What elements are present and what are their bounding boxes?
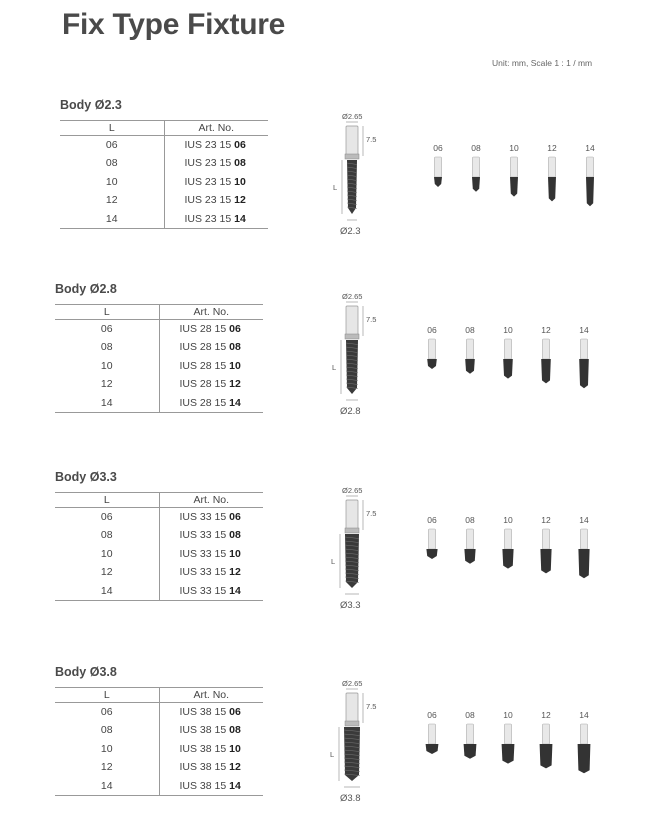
fixture-abutment <box>467 724 474 744</box>
art-no-cell <box>159 357 263 376</box>
fixture-image <box>426 724 439 754</box>
fixture-body <box>586 177 594 206</box>
length-cell: 08 <box>55 721 159 740</box>
art-no-cell <box>159 777 263 796</box>
art-no-suffix: 06 <box>229 511 241 523</box>
fixture-abutment <box>429 529 436 549</box>
fixture-image <box>578 529 589 578</box>
dimension-diagram <box>322 290 402 425</box>
fixture-image <box>540 724 553 768</box>
fixture-body <box>540 744 553 768</box>
column-header-art-no: Art. No. <box>164 121 268 136</box>
length-dim-label: L <box>330 750 335 759</box>
bottom-diameter-label: Ø3.8 <box>340 793 361 804</box>
top-diameter-label: Ø2.65 <box>342 112 363 121</box>
fixture-length-label: 14 <box>585 143 595 153</box>
body-title: Body Ø3.3 <box>55 470 117 484</box>
abutment-shape <box>346 693 358 723</box>
fixture-length-label: 12 <box>541 515 551 525</box>
table-header-row <box>55 493 263 508</box>
fixture-length-label: 08 <box>465 325 475 335</box>
collar-shape <box>345 154 359 159</box>
fixture-body <box>548 177 556 201</box>
fixture-abutment <box>505 529 512 549</box>
fixture-abutment <box>581 529 588 549</box>
art-no-suffix: 12 <box>229 566 241 579</box>
fixture-image <box>579 339 589 388</box>
art-no-suffix: 12 <box>229 761 241 774</box>
art-no-prefix: IUS 28 15 <box>179 341 230 354</box>
fixture-abutment <box>467 339 474 359</box>
fixture-body <box>503 359 513 379</box>
fixture-length-label: 14 <box>579 325 589 335</box>
art-no-cell <box>159 545 263 564</box>
art-no-suffix: 10 <box>229 742 241 755</box>
collar-shape <box>345 528 359 533</box>
fixture-abutment <box>473 157 480 177</box>
abutment-shape <box>346 126 358 156</box>
length-cell: 10 <box>55 740 159 759</box>
fixture-image <box>548 157 556 201</box>
art-no-suffix: 08 <box>234 157 246 170</box>
fixture-length-label: 06 <box>427 710 437 720</box>
art-no-prefix: IUS 33 15 <box>179 547 230 560</box>
dimension-diagram <box>322 677 402 812</box>
art-no-suffix: 08 <box>229 341 241 354</box>
fixture-image <box>427 339 437 369</box>
table-row <box>55 375 263 394</box>
body-title: Body Ø2.3 <box>60 98 122 112</box>
column-header-art-no: Art. No. <box>159 688 263 703</box>
art-no-cell <box>164 191 268 210</box>
bottom-diameter-label: Ø3.3 <box>340 600 361 611</box>
fixture-length-label: 06 <box>433 143 443 153</box>
art-no-suffix: 06 <box>234 139 246 151</box>
column-header-length: L <box>60 121 164 136</box>
art-no-cell <box>159 508 263 527</box>
fixture-image <box>540 529 551 573</box>
unit-note: Unit: mm, Scale 1 : 1 / mm <box>492 58 593 68</box>
fixture-length-label: 08 <box>465 710 475 720</box>
column-header-art-no: Art. No. <box>159 493 263 508</box>
length-cell: 14 <box>55 394 159 413</box>
fixture-abutment <box>549 157 556 177</box>
art-no-prefix: IUS 38 15 <box>179 742 230 755</box>
body-title: Body Ø2.8 <box>55 282 117 296</box>
fixture-abutment <box>429 724 436 744</box>
top-diameter-label: Ø2.65 <box>342 486 363 495</box>
fixture-body <box>510 177 518 197</box>
length-cell: 12 <box>60 191 164 210</box>
length-cell: 14 <box>55 777 159 796</box>
table-row <box>60 136 268 155</box>
collar-shape <box>345 721 359 726</box>
fixture-abutment <box>543 339 550 359</box>
art-no-prefix: IUS 23 15 <box>184 194 235 207</box>
fixture-image <box>464 724 477 759</box>
fixture-body <box>578 549 589 578</box>
body-title: Body Ø3.8 <box>55 665 117 679</box>
table-row <box>60 154 268 173</box>
height-dim-label: 7.5 <box>366 509 377 518</box>
abutment-shape <box>346 306 358 336</box>
fixture-abutment <box>511 157 518 177</box>
art-no-cell <box>164 173 268 192</box>
fixture-length-label: 06 <box>427 325 437 335</box>
length-dim-label: L <box>331 557 336 566</box>
length-cell: 06 <box>55 703 159 722</box>
art-no-cell <box>159 582 263 601</box>
fixture-image <box>510 157 518 197</box>
table-header-row <box>55 305 263 320</box>
bottom-diameter-label: Ø2.8 <box>340 406 361 417</box>
column-header-length: L <box>55 305 159 320</box>
table-row <box>55 777 263 796</box>
fixture-body <box>502 549 513 569</box>
art-no-suffix: 06 <box>229 706 241 718</box>
art-no-prefix: IUS 23 15 <box>184 157 235 170</box>
dimension-diagram <box>322 110 402 245</box>
art-no-prefix: IUS 38 15 <box>179 779 230 792</box>
table-row <box>55 740 263 759</box>
fixture-abutment <box>587 157 594 177</box>
art-no-suffix: 14 <box>229 779 241 792</box>
art-no-cell <box>159 338 263 357</box>
fixture-body <box>541 359 551 383</box>
fixture-abutment <box>429 339 436 359</box>
column-header-length: L <box>55 688 159 703</box>
table-row <box>55 526 263 545</box>
column-header-length: L <box>55 493 159 508</box>
article-table <box>55 687 263 796</box>
fixture-lineup <box>418 142 628 252</box>
body-section <box>0 470 658 660</box>
fixture-body <box>434 177 442 187</box>
fixture-image <box>503 339 513 379</box>
bottom-diameter-label: Ø2.3 <box>340 226 361 237</box>
table-row <box>55 357 263 376</box>
length-cell: 10 <box>55 545 159 564</box>
art-no-cell <box>164 136 268 155</box>
art-no-cell <box>159 758 263 777</box>
length-cell: 06 <box>55 508 159 527</box>
fixture-length-label: 10 <box>509 143 519 153</box>
fixture-length-label: 10 <box>503 515 513 525</box>
fixture-body <box>427 359 437 369</box>
fixture-abutment <box>581 724 588 744</box>
fixture-length-label: 14 <box>579 515 589 525</box>
fixture-image <box>502 529 513 569</box>
fixture-length-label: 06 <box>427 515 437 525</box>
fixture-length-label: 12 <box>547 143 557 153</box>
height-dim-label: 7.5 <box>366 702 377 711</box>
art-no-prefix: IUS 33 15 <box>179 529 230 542</box>
table-row <box>55 545 263 564</box>
body-section <box>0 98 658 288</box>
art-no-prefix: IUS 28 15 <box>179 323 230 335</box>
length-cell: 12 <box>55 758 159 777</box>
fixture-length-label: 10 <box>503 710 513 720</box>
fixture-image <box>586 157 594 206</box>
art-no-cell <box>159 721 263 740</box>
table-row <box>55 721 263 740</box>
art-no-suffix: 12 <box>234 194 246 207</box>
fixture-body <box>465 359 475 374</box>
art-no-cell <box>164 154 268 173</box>
fixture-body <box>464 549 475 564</box>
fixture-lineup <box>412 324 622 434</box>
length-cell: 08 <box>55 526 159 545</box>
fixture-length-label: 12 <box>541 325 551 335</box>
fixture-body <box>578 744 591 773</box>
art-no-cell <box>159 394 263 413</box>
table-header-row <box>60 121 268 136</box>
length-dim-label: L <box>333 183 338 192</box>
fixture-abutment <box>543 529 550 549</box>
art-no-suffix: 08 <box>229 724 241 737</box>
art-no-suffix: 06 <box>229 323 241 335</box>
table-row <box>55 320 263 339</box>
table-row <box>55 394 263 413</box>
length-dim-label: L <box>332 363 337 372</box>
fixture-abutment <box>505 339 512 359</box>
top-diameter-label: Ø2.65 <box>342 292 363 301</box>
art-no-prefix: IUS 28 15 <box>179 396 230 409</box>
fixture-lineup <box>412 709 622 816</box>
fixture-image <box>464 529 475 564</box>
fixture-body <box>579 359 589 388</box>
art-no-suffix: 10 <box>229 359 241 372</box>
top-diameter-label: Ø2.65 <box>342 679 363 688</box>
art-no-cell <box>159 703 263 722</box>
art-no-prefix: IUS 38 15 <box>179 724 230 737</box>
fixture-abutment <box>505 724 512 744</box>
fixture-length-label: 14 <box>579 710 589 720</box>
length-cell: 10 <box>60 173 164 192</box>
fixture-abutment <box>435 157 442 177</box>
fixture-length-label: 08 <box>465 515 475 525</box>
dimension-diagram <box>322 484 402 619</box>
fixture-image <box>578 724 591 773</box>
body-section <box>0 665 658 816</box>
fixture-length-label: 08 <box>471 143 481 153</box>
table-row <box>55 563 263 582</box>
fixture-image <box>465 339 475 374</box>
length-cell: 06 <box>55 320 159 339</box>
art-no-prefix: IUS 33 15 <box>179 511 230 523</box>
fixture-image <box>434 157 442 187</box>
fixture-body <box>426 744 439 754</box>
fixture-image <box>502 724 515 764</box>
table-row <box>60 210 268 229</box>
length-cell: 12 <box>55 375 159 394</box>
table-row <box>55 582 263 601</box>
body-section <box>0 282 658 472</box>
art-no-cell <box>164 210 268 229</box>
fixture-length-label: 12 <box>541 710 551 720</box>
length-cell: 12 <box>55 563 159 582</box>
table-row <box>55 508 263 527</box>
table-row <box>55 758 263 777</box>
art-no-suffix: 14 <box>229 584 241 597</box>
art-no-cell <box>159 375 263 394</box>
art-no-prefix: IUS 23 15 <box>184 139 235 151</box>
table-row <box>60 173 268 192</box>
art-no-suffix: 14 <box>229 396 241 409</box>
length-cell: 08 <box>55 338 159 357</box>
fixture-body <box>472 177 480 192</box>
art-no-suffix: 10 <box>234 175 246 188</box>
fixture-abutment <box>467 529 474 549</box>
fixture-body <box>502 744 515 764</box>
length-cell: 10 <box>55 357 159 376</box>
art-no-prefix: IUS 28 15 <box>179 359 230 372</box>
fixture-lineup <box>412 514 622 624</box>
art-no-prefix: IUS 38 15 <box>179 706 230 718</box>
art-no-prefix: IUS 28 15 <box>179 378 230 391</box>
art-no-cell <box>159 526 263 545</box>
art-no-suffix: 12 <box>229 378 241 391</box>
art-no-cell <box>159 740 263 759</box>
length-cell: 14 <box>55 582 159 601</box>
fixture-abutment <box>581 339 588 359</box>
art-no-cell <box>159 563 263 582</box>
height-dim-label: 7.5 <box>366 315 377 324</box>
abutment-shape <box>346 500 358 530</box>
fixture-image <box>472 157 480 192</box>
length-cell: 14 <box>60 210 164 229</box>
page-title: Fix Type Fixture <box>62 8 286 41</box>
height-dim-label: 7.5 <box>366 135 377 144</box>
fixture-body <box>540 549 551 573</box>
art-no-prefix: IUS 23 15 <box>184 212 235 225</box>
length-cell: 06 <box>60 136 164 155</box>
collar-shape <box>345 334 359 339</box>
length-cell: 08 <box>60 154 164 173</box>
table-row <box>55 338 263 357</box>
art-no-prefix: IUS 38 15 <box>179 761 230 774</box>
art-no-suffix: 14 <box>234 212 246 225</box>
art-no-prefix: IUS 33 15 <box>179 566 230 579</box>
table-row <box>60 191 268 210</box>
fixture-image <box>426 529 437 559</box>
fixture-length-label: 10 <box>503 325 513 335</box>
art-no-prefix: IUS 33 15 <box>179 584 230 597</box>
fixture-body <box>464 744 477 759</box>
fixture-abutment <box>543 724 550 744</box>
article-table <box>55 304 263 413</box>
article-table <box>60 120 268 229</box>
art-no-cell <box>159 320 263 339</box>
table-row <box>55 703 263 722</box>
fixture-body <box>426 549 437 559</box>
table-header-row <box>55 688 263 703</box>
column-header-art-no: Art. No. <box>159 305 263 320</box>
article-table <box>55 492 263 601</box>
fixture-image <box>541 339 551 383</box>
art-no-suffix: 08 <box>229 529 241 542</box>
art-no-suffix: 10 <box>229 547 241 560</box>
art-no-prefix: IUS 23 15 <box>184 175 235 188</box>
